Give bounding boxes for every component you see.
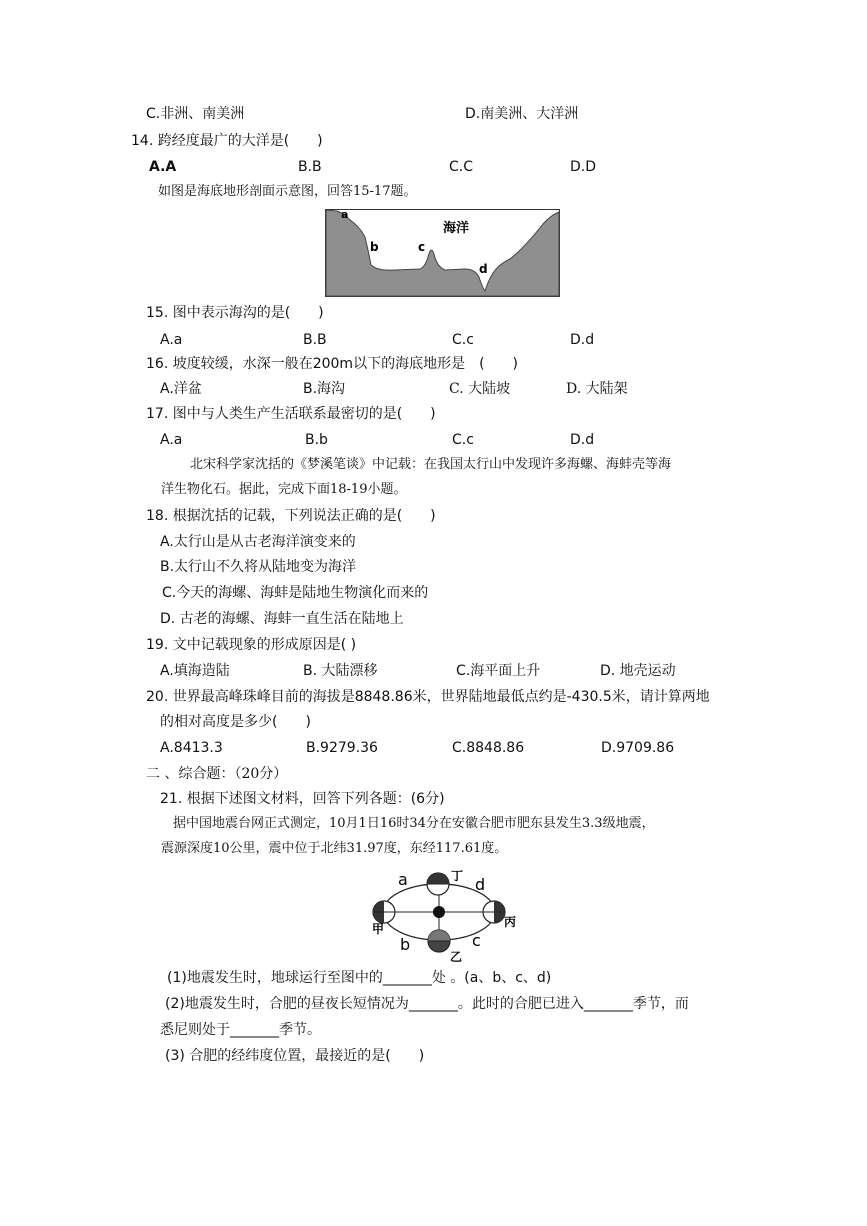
q20-stem-line-1: 20. 世界最高峰珠峰目前的海拔是8848.86米，世界陆地最低点约是-430.5米，请计算两地: [146, 689, 710, 705]
q13-option-d: D.南美洲、大洋洲: [465, 106, 579, 122]
q16-option-d: D. 大陆架: [566, 381, 628, 397]
q15-option-c: C.c: [452, 332, 474, 348]
q15-stem: 15. 图中表示海沟的是( ): [146, 305, 324, 321]
q20-stem-line-2: 的相对高度是多少( ): [160, 714, 311, 730]
q21-material-line-1: 据中国地震台网正式测定，10月1日16时34分在安徽合肥市肥东县发生3.3级地震，: [173, 816, 655, 831]
q14-option-c: C.C: [449, 159, 474, 175]
position-label-ding: 丁: [451, 869, 464, 883]
q14-option-d: D.D: [570, 159, 597, 175]
passage-line-2: 洋生物化石。据此，完成下面18-19小题。: [161, 482, 407, 497]
q21-material-line-2: 震源深度10公里，震中位于北纬31.97度，东经117.61度。: [161, 841, 508, 856]
q20-option-b: B.9279.36: [306, 740, 378, 756]
passage-line-1: 北宋科学家沈括的《梦溪笔谈》中记载：在我国太行山中发现许多海螺、海蚌壳等海: [190, 457, 672, 472]
fig1-ocean-label: 海洋: [443, 221, 470, 236]
q14-option-a: A.A: [149, 159, 177, 175]
orbit-arc-label-a: a: [398, 870, 408, 889]
orbit-arc-label-c: c: [472, 931, 481, 950]
q19-stem: 19. 文中记载现象的形成原因是( ): [146, 637, 357, 653]
q20-option-a: A.8413.3: [160, 740, 223, 756]
earth-position-top: [427, 873, 449, 895]
q21-sub-2-line-1: (2)地震发生时，合肥的昼夜长短情况为_______。此时的合肥已进入_______季节，而: [165, 996, 689, 1012]
earth-position-right: [483, 901, 505, 923]
q18-stem: 18. 根据沈括的记载，下列说法正确的是( ): [146, 508, 436, 524]
fig1-label-a: a: [341, 209, 349, 221]
position-label-bing: 丙: [504, 915, 517, 929]
q17-stem: 17. 图中与人类生产生活联系最密切的是( ): [146, 406, 436, 422]
seafloor-profile-figure: [325, 209, 560, 297]
section-2-heading: 二 、综合题：（20分）: [146, 766, 288, 782]
q19-option-b: B. 大陆漂移: [303, 663, 378, 679]
q17-option-d: D.d: [570, 432, 595, 448]
fig1-label-b: b: [370, 240, 379, 254]
q15-option-b: B.B: [303, 332, 327, 348]
q17-option-c: C.c: [452, 432, 474, 448]
q19-option-a: A.填海造陆: [160, 663, 230, 679]
q21-stem: 21. 根据下述图文材料，回答下列各题：(6分): [160, 791, 445, 807]
sun-icon: [433, 906, 445, 918]
q21-sub-3: (3) 合肥的经纬度位置，最接近的是( ): [165, 1048, 425, 1064]
q15-option-d: D.d: [570, 332, 595, 348]
q16-option-a: A.洋盆: [160, 381, 202, 397]
orbit-arc-label-b: b: [400, 935, 411, 954]
q19-option-c: C.海平面上升: [456, 663, 541, 679]
orbit-arc-label-d: d: [475, 875, 486, 894]
q17-option-b: B.b: [305, 432, 328, 448]
q18-option-b: B.太行山不久将从陆地变为海洋: [160, 559, 357, 575]
q21-sub-1: (1)地震发生时，地球运行至图中的_______处 。(a、b、c、d): [167, 970, 552, 986]
q20-option-c: C.8848.86: [452, 740, 525, 756]
q19-option-d: D. 地壳运动: [600, 663, 676, 679]
fig1-label-d: d: [479, 262, 488, 276]
q18-option-c: C.今天的海螺、海蚌是陆地生物演化而来的: [162, 585, 429, 601]
q16-stem: 16. 坡度较缓，水深一般在200m以下的海底地形是 ( ): [146, 356, 518, 372]
earth-position-left: [373, 901, 395, 923]
q14-stem: 14. 跨经度最广的大洋是( ): [131, 133, 323, 149]
q21-sub-2-line-2: 悉尼则处于_______季节。: [160, 1022, 321, 1038]
earth-position-bottom: [428, 930, 450, 952]
earth-orbit-figure: [370, 866, 522, 964]
q16-option-c: C. 大陆坡: [449, 381, 511, 397]
intro-15-17: 如图是海底地形剖面示意图，回答15-17题。: [158, 184, 417, 199]
q15-option-a: A.a: [160, 332, 183, 348]
q18-option-d: D. 古老的海螺、海蚌一直生活在陆地上: [160, 611, 404, 627]
position-label-jia: 甲: [372, 922, 385, 936]
q13-option-c: C.非洲、南美洲: [146, 106, 245, 122]
q14-option-b: B.B: [298, 159, 322, 175]
q16-option-b: B.海沟: [303, 381, 346, 397]
fig1-label-c: c: [418, 240, 426, 254]
q17-option-a: A.a: [160, 432, 183, 448]
position-label-yi: 乙: [450, 950, 463, 964]
q20-option-d: D.9709.86: [601, 740, 675, 756]
q18-option-a: A.太行山是从古老海洋演变来的: [160, 534, 356, 550]
